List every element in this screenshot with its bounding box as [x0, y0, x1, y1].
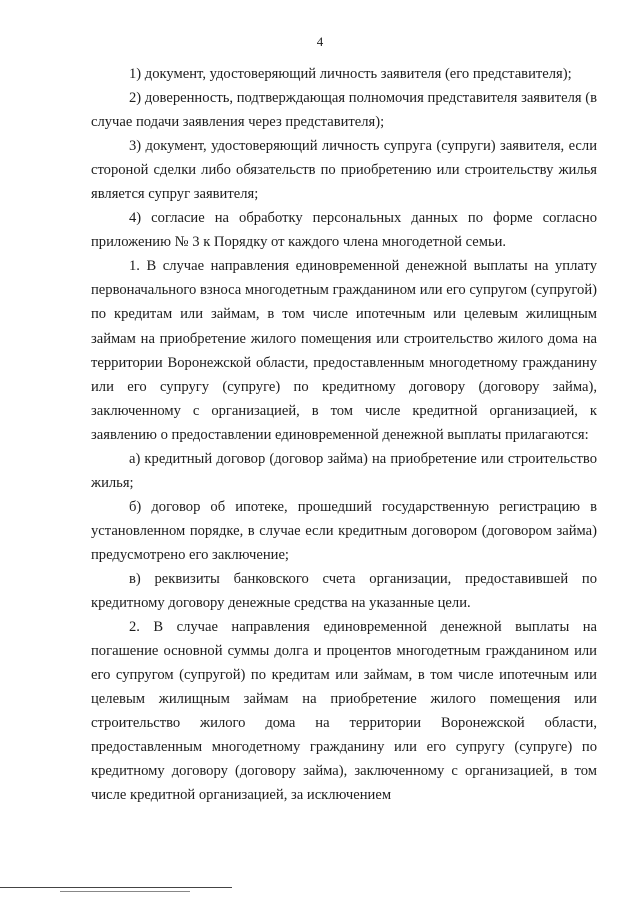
- paragraph-subitem-b: б) договор об ипотеке, прошедший государственную регистрацию в установленном порядке, в случае если кредитным договором (договором займа) предусмотрено его заключение;: [91, 498, 597, 563]
- paragraph-subitem-v: в) реквизиты банковского счета организации, предоставившей по кредитному договору денежные средства на указанные цели.: [91, 570, 597, 612]
- paragraph-item-1: 1) документ, удостоверяющий личность заявителя (его представителя);: [129, 66, 572, 82]
- footer-divider: [0, 887, 232, 888]
- document-body: [91, 62, 597, 807]
- paragraph-section-2: 2. В случае направления единовременной денежной выплаты на погашение основной суммы долга и процентов многодетным гражданином или его супругом (супругой) по кредитам или займам, в том числе ипотечным или целевым жилищным займам на приобретение жилого помещения или строительство жилого дома на территории Воронежской области, предоставленным многодетному гражданину или его супругу (супруге) по кредитному договору (договору займа), заключенному с организацией, в том числе кредитной организацией, за исключением: [91, 619, 597, 804]
- paragraph-item-4: 4) согласие на обработку персональных данных по форме согласно приложению № 3 к Порядку от каждого члена многодетной семьи.: [91, 210, 597, 251]
- page-number: 4: [316, 34, 324, 49]
- paragraph-item-3: 3) документ, удостоверяющий личность супруга (супруги) заявителя, если стороной сделки либо обязательств по приобретению или строительству жилья является супруг заявителя;: [91, 138, 597, 203]
- paragraph-section-1: 1. В случае направления единовременной денежной выплаты на уплату первоначального взноса многодетным гражданином или его супругом (супругой) по кредитам или займам, в том числе ипотечным или целевым жилищным займам на приобретение жилого помещения или строительство жилого дома на территории Воронежской области, предоставленным многодетному гражданину или его супругу (супруге) по кредитному договору (договору займа), заключенному с организацией, в том числе кредитной организацией, к заявлению о предоставлении единовременной денежной выплаты прилагаются:: [91, 258, 597, 443]
- footer-divider-secondary: [60, 891, 190, 892]
- paragraph-subitem-a: а) кредитный договор (договор займа) на приобретение или строительство жилья;: [91, 450, 597, 491]
- paragraph-item-2: 2) доверенность, подтверждающая полномочия представителя заявителя (в случае подачи заявления через представителя);: [91, 90, 597, 131]
